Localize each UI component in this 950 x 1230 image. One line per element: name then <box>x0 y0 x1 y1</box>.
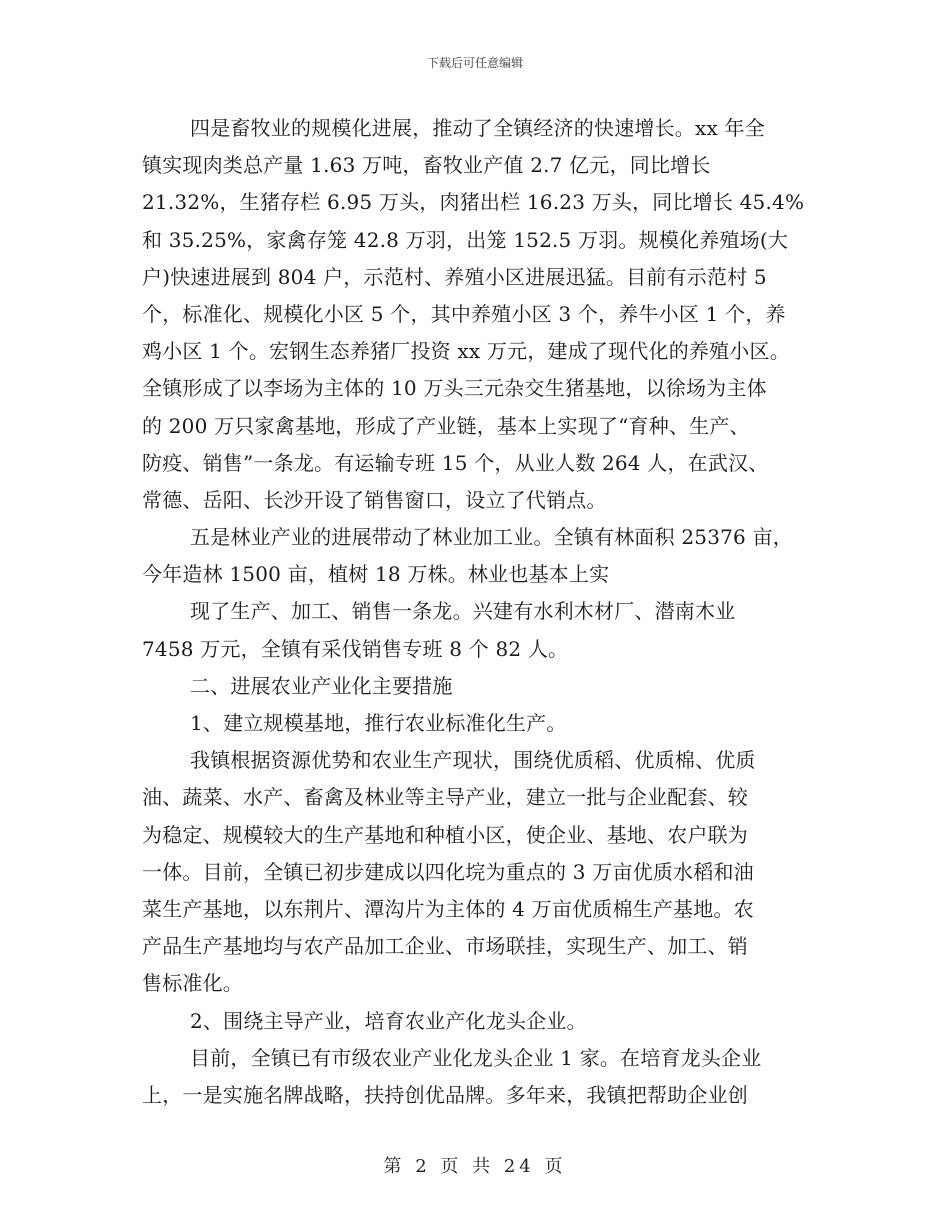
paragraph-line: 菜生产基地，以东荆片、潭沟片为主体的 4 万亩优质棉生产基地。农 <box>142 896 754 921</box>
paragraph-line: 我镇根据资源优势和农业生产现状，围绕优质稻、优质棉、优质 <box>190 748 756 773</box>
subsection-heading: 2、围绕主导产业，培育农业产化龙头企业。 <box>190 1008 587 1033</box>
paragraph-line: 四是畜牧业的规模化进展，推动了全镇经济的快速增长。xx 年全 <box>190 116 765 140</box>
paragraph-line: 一体。目前，全镇已初步建成以四化垸为重点的 3 万亩优质水稻和油 <box>142 859 754 884</box>
page-footer: 第 2 页 共 24 页 <box>383 1156 567 1177</box>
page-header: 下载后可任意编辑 <box>426 56 523 70</box>
paragraph-line: 为稳定、规模较大的生产基地和种植小区，使企业、基地、农户联为 <box>142 822 748 847</box>
paragraph-line: 7458 万元，全镇有采伐销售专班 8 个 82 人。 <box>142 636 569 661</box>
paragraph-line: 常德、岳阳、长沙开设了销售窗口，设立了代销点。 <box>142 487 607 512</box>
paragraph-line: 镇实现肉类总产量 1.63 万吨，畜牧业产值 2.7 亿元，同比增长 <box>142 153 711 178</box>
paragraph-line: 的 200 万只家禽基地，形成了产业链，基本上实现了“育种、生产、 <box>142 413 750 438</box>
paragraph-line: 现了生产、加工、销售一条龙。兴建有水利木材厂、潜南木业 <box>190 599 736 624</box>
paragraph-line: 产品生产基地均与农产品加工企业、市场联挂，实现生产、加工、销 <box>142 934 748 959</box>
paragraph-line: 油、蔬菜、水产、畜禽及林业等主导产业，建立一批与企业配套、较 <box>142 785 748 810</box>
paragraph-line: 上，一是实施名牌战略，扶持创优品牌。多年来，我镇把帮助企业创 <box>142 1082 748 1107</box>
paragraph-line: 防疫、销售”一条龙。有运输专班 15 个，从业人数 264 人，在武汉、 <box>142 450 769 475</box>
paragraph-line: 鸡小区 1 个。宏钢生态养猪厂投资 xx 万元，建成了现代化的养殖小区。 <box>142 339 790 364</box>
paragraph-line: 售标准化。 <box>142 971 243 996</box>
section-heading: 二、进展农业产业化主要措施 <box>190 673 453 698</box>
paragraph-line: 户)快速进展到 804 户，示范村、养殖小区进展迅猛。目前有示范村 5 <box>142 264 767 289</box>
paragraph-line: 和 35.25%，家禽存笼 42.8 万羽，出笼 152.5 万羽。规模化养殖场(大 <box>142 227 789 252</box>
paragraph-line: 21.32%，生猪存栏 6.95 万头，肉猪出栏 16.23 万头，同比增长 45.4% <box>142 190 805 215</box>
paragraph-line: 今年造林 1500 亩，植树 18 万株。林业也基本上实 <box>142 562 610 587</box>
subsection-heading: 1、建立规模基地，推行农业标准化生产。 <box>190 711 567 735</box>
paragraph-line: 目前，全镇已有市级农业产业化龙头企业 1 家。在培育龙头企业 <box>190 1045 762 1070</box>
paragraph-line: 全镇形成了以李场为主体的 10 万头三元杂交生猪基地，以徐场为主体 <box>142 376 767 401</box>
paragraph-line: 五是林业产业的进展带动了林业加工业。全镇有林面积 25376 亩， <box>190 525 793 550</box>
document-body <box>142 110 812 1114</box>
paragraph-line: 个，标准化、规模化小区 5 个，其中养殖小区 3 个，养牛小区 1 个，养 <box>142 301 786 326</box>
